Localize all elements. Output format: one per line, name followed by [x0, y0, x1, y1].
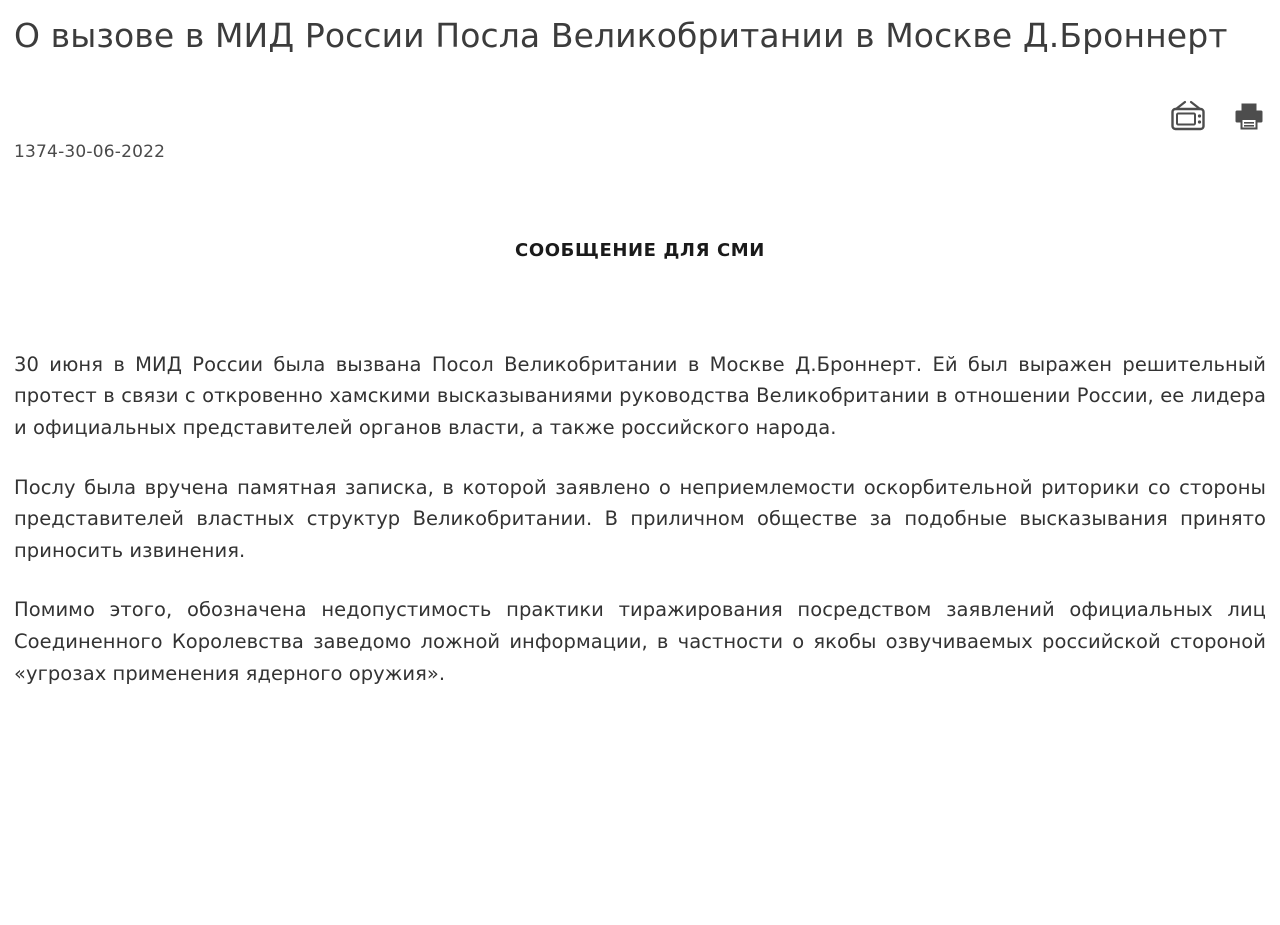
article-paragraph: Послу была вручена памятная записка, в которой заявлено о неприемлемости оскорбительной риторики со стороны представителей властных структур Великобритании. В приличном обществе за подобные высказывания принято приносить извинения.: [14, 475, 1266, 562]
release-header: СООБЩЕНИЕ ДЛЯ СМИ: [515, 239, 765, 261]
article-body: [14, 349, 1266, 689]
print-icon-button[interactable]: [1234, 101, 1264, 134]
printer-icon: [1234, 101, 1264, 134]
article-page: [0, 14, 1280, 925]
article-paragraph: 30 июня в МИД России была вызвана Посол Великобритании в Москве Д.Броннерт. Ей был выражен решительный протест в связи с откровенно хамскими высказываниями руководства Великобритании в отношении России, ее лидера и официальных представителей органов власти, а также российского народа.: [14, 352, 1266, 440]
document-id: 1374-30-06-2022: [14, 141, 166, 162]
meta-row: [14, 130, 1266, 174]
article-paragraph: Помимо этого, обозначена недопустимость практики тиражирования посредством заявлений официальных лиц Соединенного Королевства заведомо ложной информации, в частности о якобы озвучиваемых российской стороной «угрозах применения ядерного оружия».: [14, 598, 1266, 685]
tv-icon-button[interactable]: [1170, 100, 1206, 135]
tv-icon: [1170, 100, 1206, 135]
page-title: О вызове в МИД России Посла Великобритании в Москве Д.Броннерт: [14, 16, 1228, 55]
action-icons: [1170, 100, 1264, 135]
